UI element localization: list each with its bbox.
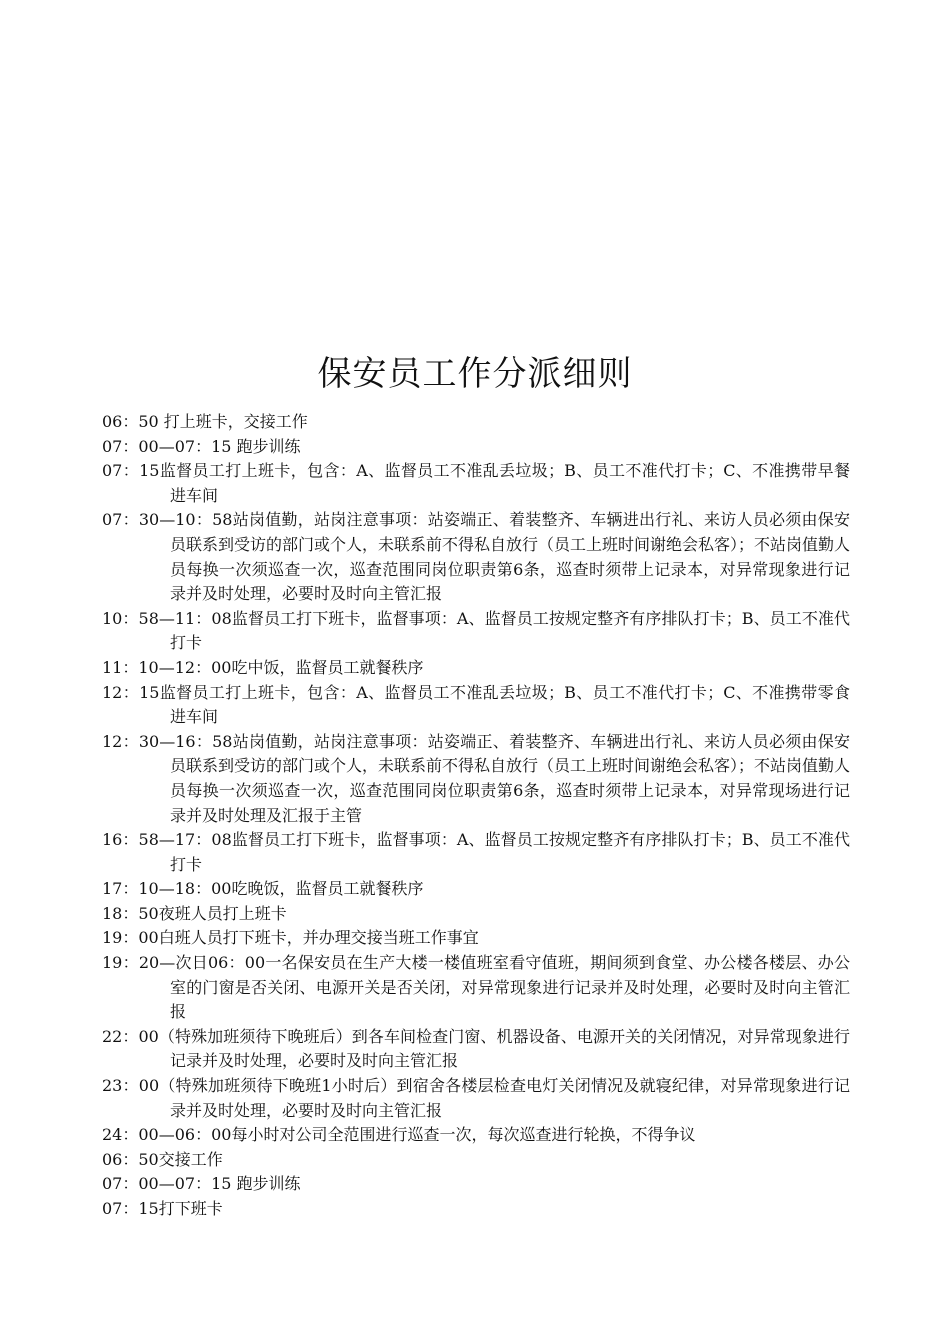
schedule-entry: 23：00（特殊加班须待下晚班1小时后）到宿舍各楼层检查电灯关闭情况及就寝纪律，对异常现象进行记录并及时处理，必要时及时向主管汇报: [102, 1076, 850, 1120]
schedule-entry: 10：58—11：08监督员工打下班卡，监督事项：A、监督员工按规定整齐有序排队打卡；B、员工不准代打卡: [102, 608, 850, 653]
schedule-entry: 12：30—16：58站岗值勤，站岗注意事项：站姿端正、着装整齐、车辆进出行礼、来访人员必须由保安员联系到受访的部门或个人，未联系前不得私自放行（员工上班时间谢绝会私客）；不站岗值勤人员每换一次须巡查一次，巡查范围同岗位职责第6条，巡查时须带上记录本，对异常现场进行记录并及时处理及汇报于主管: [102, 731, 851, 825]
schedule-entry: 11：10—12：00吃中饭，监督员工就餐秩序: [102, 657, 424, 677]
schedule-entry: 12：15监督员工打上班卡，包含：A、监督员工不准乱丢垃圾；B、员工不准代打卡；C、不准携带零食进车间: [102, 682, 850, 727]
schedule-entry: 16：58—17：08监督员工打下班卡，监督事项：A、监督员工按规定整齐有序排队打卡；B、员工不准代打卡: [102, 830, 850, 874]
schedule-entry: 07：15打下班卡: [102, 1199, 223, 1218]
schedule-entry: 24：00—06：00每小时对公司全范围进行巡查一次，每次巡查进行轮换，不得争议: [102, 1125, 696, 1145]
schedule-entry: 06：50 打上班卡，交接工作: [102, 412, 308, 431]
schedule-entry: 07：00—07：15 跑步训练: [102, 436, 301, 456]
document-title: 保安员工作分派细则: [317, 354, 633, 394]
schedule-entry: 19：20—次日06：00一名保安员在生产大楼一楼值班室看守值班，期间须到食堂、办公楼各楼层、办公室的门窗是否关闭、电源开关是否关闭，对异常现象进行记录并及时处理，必要时及时向主管汇报: [102, 953, 850, 1022]
schedule-entry: 22：00（特殊加班须待下晚班后）到各车间检查门窗、机器设备、电源开关的关闭情况，对异常现象进行记录并及时处理，必要时及时向主管汇报: [102, 1026, 850, 1071]
schedule-entry: 07：30—10：58站岗值勤，站岗注意事项：站姿端正、着装整齐、车辆进出行礼、来访人员必须由保安员联系到受访的部门或个人，未联系前不得私自放行（员工上班时间谢绝会私客）；不站岗值勤人员每换一次须巡查一次，巡查范围同岗位职责第6条，巡查时须带上记录本，对异常现象进行记录并及时处理，必要时及时向主管汇报: [102, 510, 851, 604]
schedule-entry: 07：15监督员工打上班卡，包含：A、监督员工不准乱丢垃圾；B、员工不准代打卡；C、不准携带早餐进车间: [102, 461, 850, 505]
schedule-entry: 17：10—18：00吃晚饭，监督员工就餐秩序: [102, 879, 424, 899]
schedule-entry: 07：00—07：15 跑步训练: [102, 1174, 301, 1194]
schedule-entry: 19：00白班人员打下班卡，并办理交接当班工作事宜: [102, 928, 479, 948]
schedule-list: [102, 410, 850, 1222]
schedule-entry: 06：50交接工作: [102, 1149, 223, 1169]
schedule-entry: 18：50夜班人员打上班卡: [102, 903, 287, 923]
